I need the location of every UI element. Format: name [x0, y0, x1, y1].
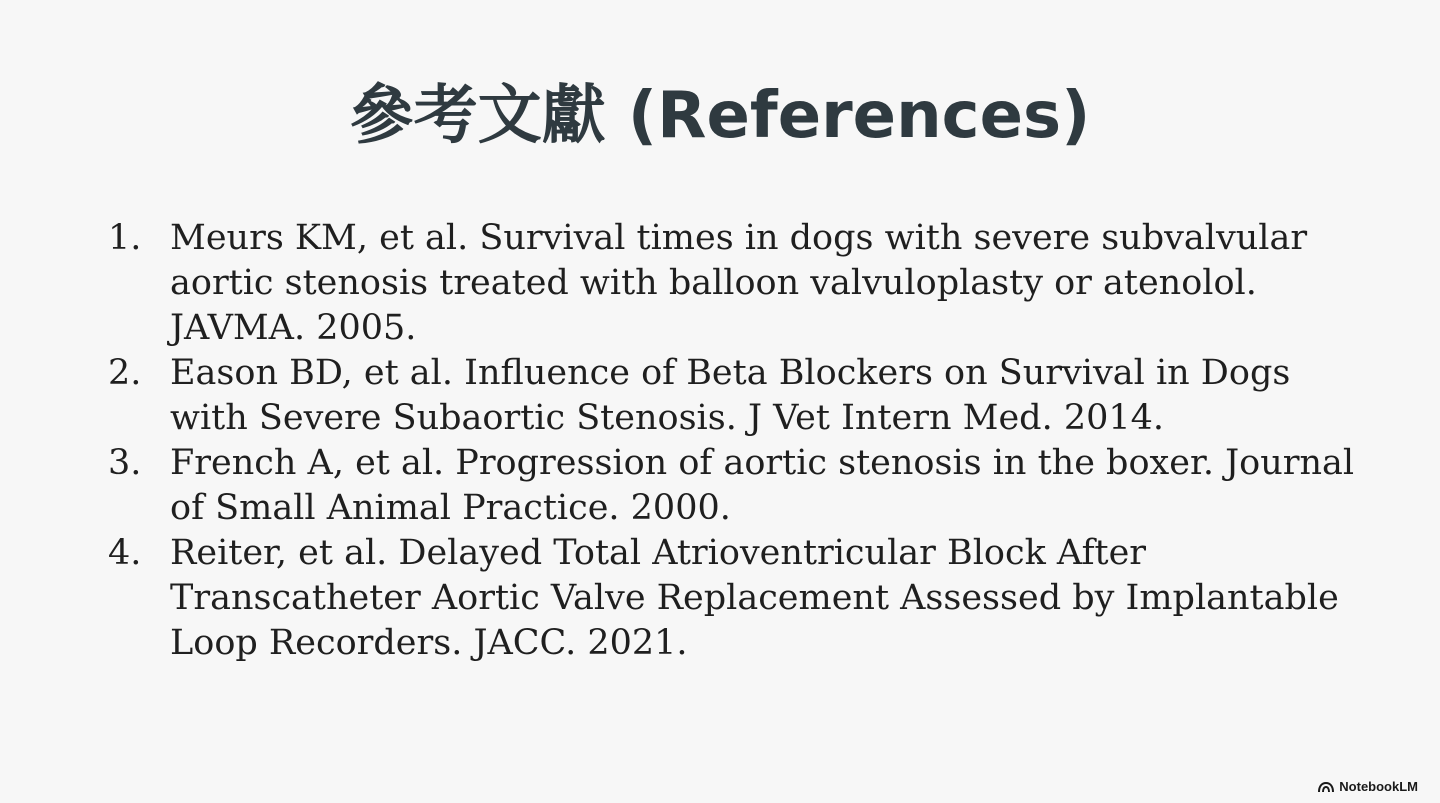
reference-number: 4. [108, 533, 142, 573]
reference-item [108, 531, 1358, 666]
reference-item [108, 441, 1358, 531]
reference-list [108, 216, 1358, 666]
notebooklm-watermark [1318, 779, 1418, 794]
reference-number: 3. [108, 443, 142, 483]
reference-text: Eason BD, et al. Influence of Beta Blockers on Survival in Dogs with Severe Subaortic Stenosis. J Vet Intern Med. 2014. [170, 353, 1291, 438]
reference-item [108, 216, 1358, 351]
reference-number: 2. [108, 353, 142, 393]
reference-item [108, 351, 1358, 441]
notebooklm-logo-icon [1318, 781, 1334, 793]
brand-name: NotebookLM [1339, 779, 1418, 794]
reference-text: French A, et al. Progression of aortic stenosis in the boxer. Journal of Small Animal Practice. 2000. [170, 443, 1355, 528]
slide-title: 參考文獻 (References) [349, 79, 1091, 153]
reference-text: Meurs KM, et al. Survival times in dogs with severe subvalvular aortic stenosis treated with balloon valvuloplasty or atenolol. JAVMA. 2005. [170, 218, 1308, 348]
reference-text: Reiter, et al. Delayed Total Atrioventricular Block After Transcatheter Aortic Valve Replacement Assessed by Implantable Loop Recorders. JACC. 2021. [170, 533, 1339, 663]
reference-number: 1. [108, 218, 142, 258]
